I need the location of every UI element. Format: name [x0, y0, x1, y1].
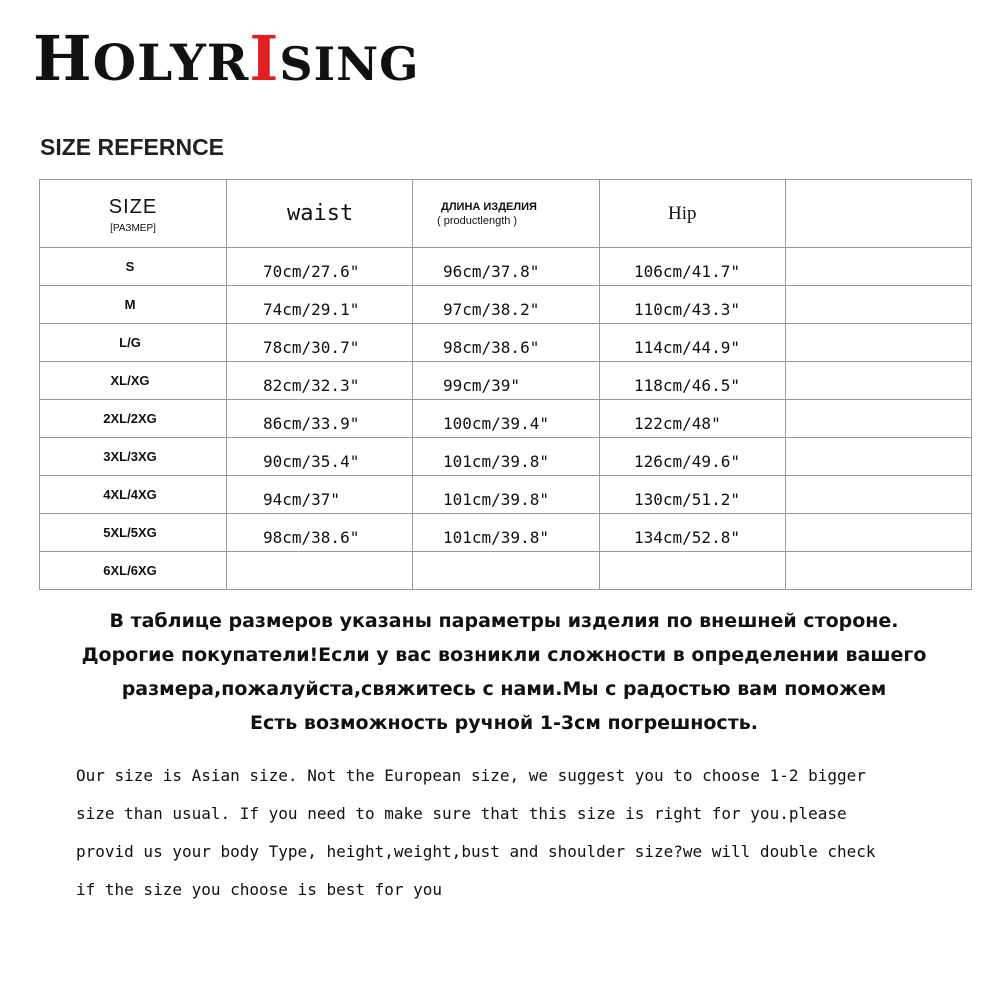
table-row	[40, 514, 972, 552]
russian-note-line: Есть возможность ручной 1-3см погрешность.	[250, 712, 758, 734]
brand-letter-h: H	[33, 22, 93, 95]
waist-cell	[227, 286, 413, 324]
waist-cell-text: 74cm/29.1"	[263, 300, 360, 319]
header-length-en: ( productlength )	[437, 214, 518, 227]
header-waist	[227, 180, 413, 248]
size-cell	[40, 400, 227, 438]
hip-cell-text: 110cm/43.3"	[634, 300, 740, 319]
table-row	[40, 438, 972, 476]
size-cell	[40, 248, 227, 286]
russian-note-line: размера,пожалуйста,свяжитесь с нами.Мы с радостью вам поможем	[121, 678, 887, 700]
size-cell	[40, 362, 227, 400]
header-size-sublabel: [РАЗМЕР]	[110, 222, 156, 234]
english-note-line: Our size is Asian size. Not the European size, we suggest you to choose 1-2 bigger	[76, 766, 866, 785]
waist-cell	[227, 400, 413, 438]
size-cell	[40, 438, 227, 476]
size-cell-text: 5XL/5XG	[103, 525, 157, 540]
length-cell-text: 97cm/38.2"	[443, 300, 540, 319]
waist-cell	[227, 514, 413, 552]
size-cell	[40, 552, 227, 590]
size-cell	[40, 286, 227, 324]
length-cell	[413, 514, 600, 552]
table-row	[40, 400, 972, 438]
waist-cell-text: 94cm/37"	[263, 490, 341, 509]
header-length-ru: ДЛИНА ИЗДЕЛИЯ	[441, 200, 537, 213]
table-body	[40, 248, 972, 590]
header-size-label: SIZE	[108, 195, 158, 218]
size-cell-text: 2XL/2XG	[103, 411, 157, 426]
length-cell	[413, 400, 600, 438]
hip-cell-text: 106cm/41.7"	[634, 262, 740, 281]
length-cell-text: 101cm/39.8"	[443, 490, 549, 509]
brand-part-olyr: OLYR	[92, 33, 250, 92]
brand-letter-i: I	[249, 22, 280, 95]
hip-cell-text: 134cm/52.8"	[634, 528, 740, 547]
hip-cell	[600, 476, 786, 514]
waist-cell	[227, 476, 413, 514]
extra-cell-text	[786, 338, 971, 348]
extra-cell	[786, 476, 972, 514]
hip-cell	[600, 552, 786, 590]
header-size	[40, 180, 227, 248]
size-cell-text: L/G	[119, 335, 141, 350]
russian-note-line: Дорогие покупатели!Если у вас возникли сложности в определении вашего	[81, 644, 927, 666]
extra-cell-text	[786, 300, 971, 310]
size-cell-text: 4XL/4XG	[103, 487, 157, 502]
length-cell	[413, 552, 600, 590]
extra-cell-text	[786, 262, 971, 272]
extra-cell-text	[786, 376, 971, 386]
extra-cell	[786, 552, 972, 590]
waist-cell	[227, 438, 413, 476]
extra-cell-text	[786, 528, 971, 538]
hip-cell	[600, 362, 786, 400]
length-cell-text: 101cm/39.8"	[443, 452, 549, 471]
table-row	[40, 362, 972, 400]
extra-cell	[786, 514, 972, 552]
header-hip	[600, 180, 786, 248]
hip-cell-text: 114cm/44.9"	[634, 338, 740, 357]
table-row	[40, 476, 972, 514]
brand-logo	[33, 22, 420, 95]
hip-cell-text	[600, 566, 785, 576]
extra-cell-text	[786, 566, 971, 576]
size-cell	[40, 324, 227, 362]
length-cell-text	[413, 566, 599, 576]
length-cell	[413, 362, 600, 400]
hip-cell-text: 118cm/46.5"	[634, 376, 740, 395]
waist-cell-text: 86cm/33.9"	[263, 414, 360, 433]
english-note-line: provid us your body Type, height,weight,bust and shoulder size?we will double check	[76, 842, 876, 861]
table-row	[40, 324, 972, 362]
brand-part-sing: SING	[279, 37, 420, 91]
size-cell	[40, 514, 227, 552]
english-note-line: if the size you choose is best for you	[76, 880, 443, 899]
hip-cell	[600, 324, 786, 362]
length-cell	[413, 324, 600, 362]
size-table	[39, 179, 972, 590]
waist-cell-text: 78cm/30.7"	[263, 338, 360, 357]
size-cell-text: XL/XG	[110, 373, 150, 388]
waist-cell	[227, 248, 413, 286]
waist-cell-text: 82cm/32.3"	[263, 376, 360, 395]
length-cell-text: 99cm/39"	[443, 376, 521, 395]
extra-cell	[786, 438, 972, 476]
table-row	[40, 248, 972, 286]
length-cell-text: 96cm/37.8"	[443, 262, 540, 281]
size-cell-text: 6XL/6XG	[103, 563, 157, 578]
header-extra	[786, 180, 972, 248]
extra-cell	[786, 362, 972, 400]
russian-note	[30, 604, 978, 740]
hip-cell	[600, 400, 786, 438]
extra-cell	[786, 400, 972, 438]
hip-cell	[600, 248, 786, 286]
hip-cell-text: 126cm/49.6"	[634, 452, 740, 471]
hip-cell	[600, 286, 786, 324]
waist-cell-text	[227, 566, 412, 576]
header-hip-label: Hip	[668, 202, 697, 224]
english-note	[76, 757, 986, 909]
english-note-line: size than usual. If you need to make sure that this size is right for you.please	[76, 804, 847, 823]
size-cell	[40, 476, 227, 514]
waist-cell-text: 70cm/27.6"	[263, 262, 360, 281]
extra-cell-text	[786, 490, 971, 500]
extra-cell-text	[786, 452, 971, 462]
table-row	[40, 286, 972, 324]
size-cell-text: 3XL/3XG	[103, 449, 157, 464]
length-cell	[413, 286, 600, 324]
length-cell	[413, 438, 600, 476]
waist-cell	[227, 552, 413, 590]
header-waist-label: waist	[287, 201, 354, 226]
hip-cell-text: 122cm/48"	[634, 414, 721, 433]
waist-cell-text: 90cm/35.4"	[263, 452, 360, 471]
length-cell	[413, 476, 600, 514]
hip-cell	[600, 514, 786, 552]
header-length	[413, 180, 600, 248]
section-title: SIZE REFERNCE	[40, 134, 225, 160]
extra-cell-text	[786, 414, 971, 424]
extra-cell	[786, 324, 972, 362]
length-cell-text: 98cm/38.6"	[443, 338, 540, 357]
hip-cell	[600, 438, 786, 476]
size-cell-text: M	[124, 297, 136, 312]
table-row	[40, 552, 972, 590]
russian-note-line: В таблице размеров указаны параметры изделия по внешней стороне.	[109, 610, 899, 632]
hip-cell-text: 130cm/51.2"	[634, 490, 740, 509]
extra-cell	[786, 286, 972, 324]
waist-cell	[227, 324, 413, 362]
length-cell	[413, 248, 600, 286]
size-cell-text: S	[125, 259, 135, 274]
extra-cell	[786, 248, 972, 286]
table-header-row	[40, 180, 972, 248]
waist-cell-text: 98cm/38.6"	[263, 528, 360, 547]
waist-cell	[227, 362, 413, 400]
length-cell-text: 101cm/39.8"	[443, 528, 549, 547]
length-cell-text: 100cm/39.4"	[443, 414, 549, 433]
